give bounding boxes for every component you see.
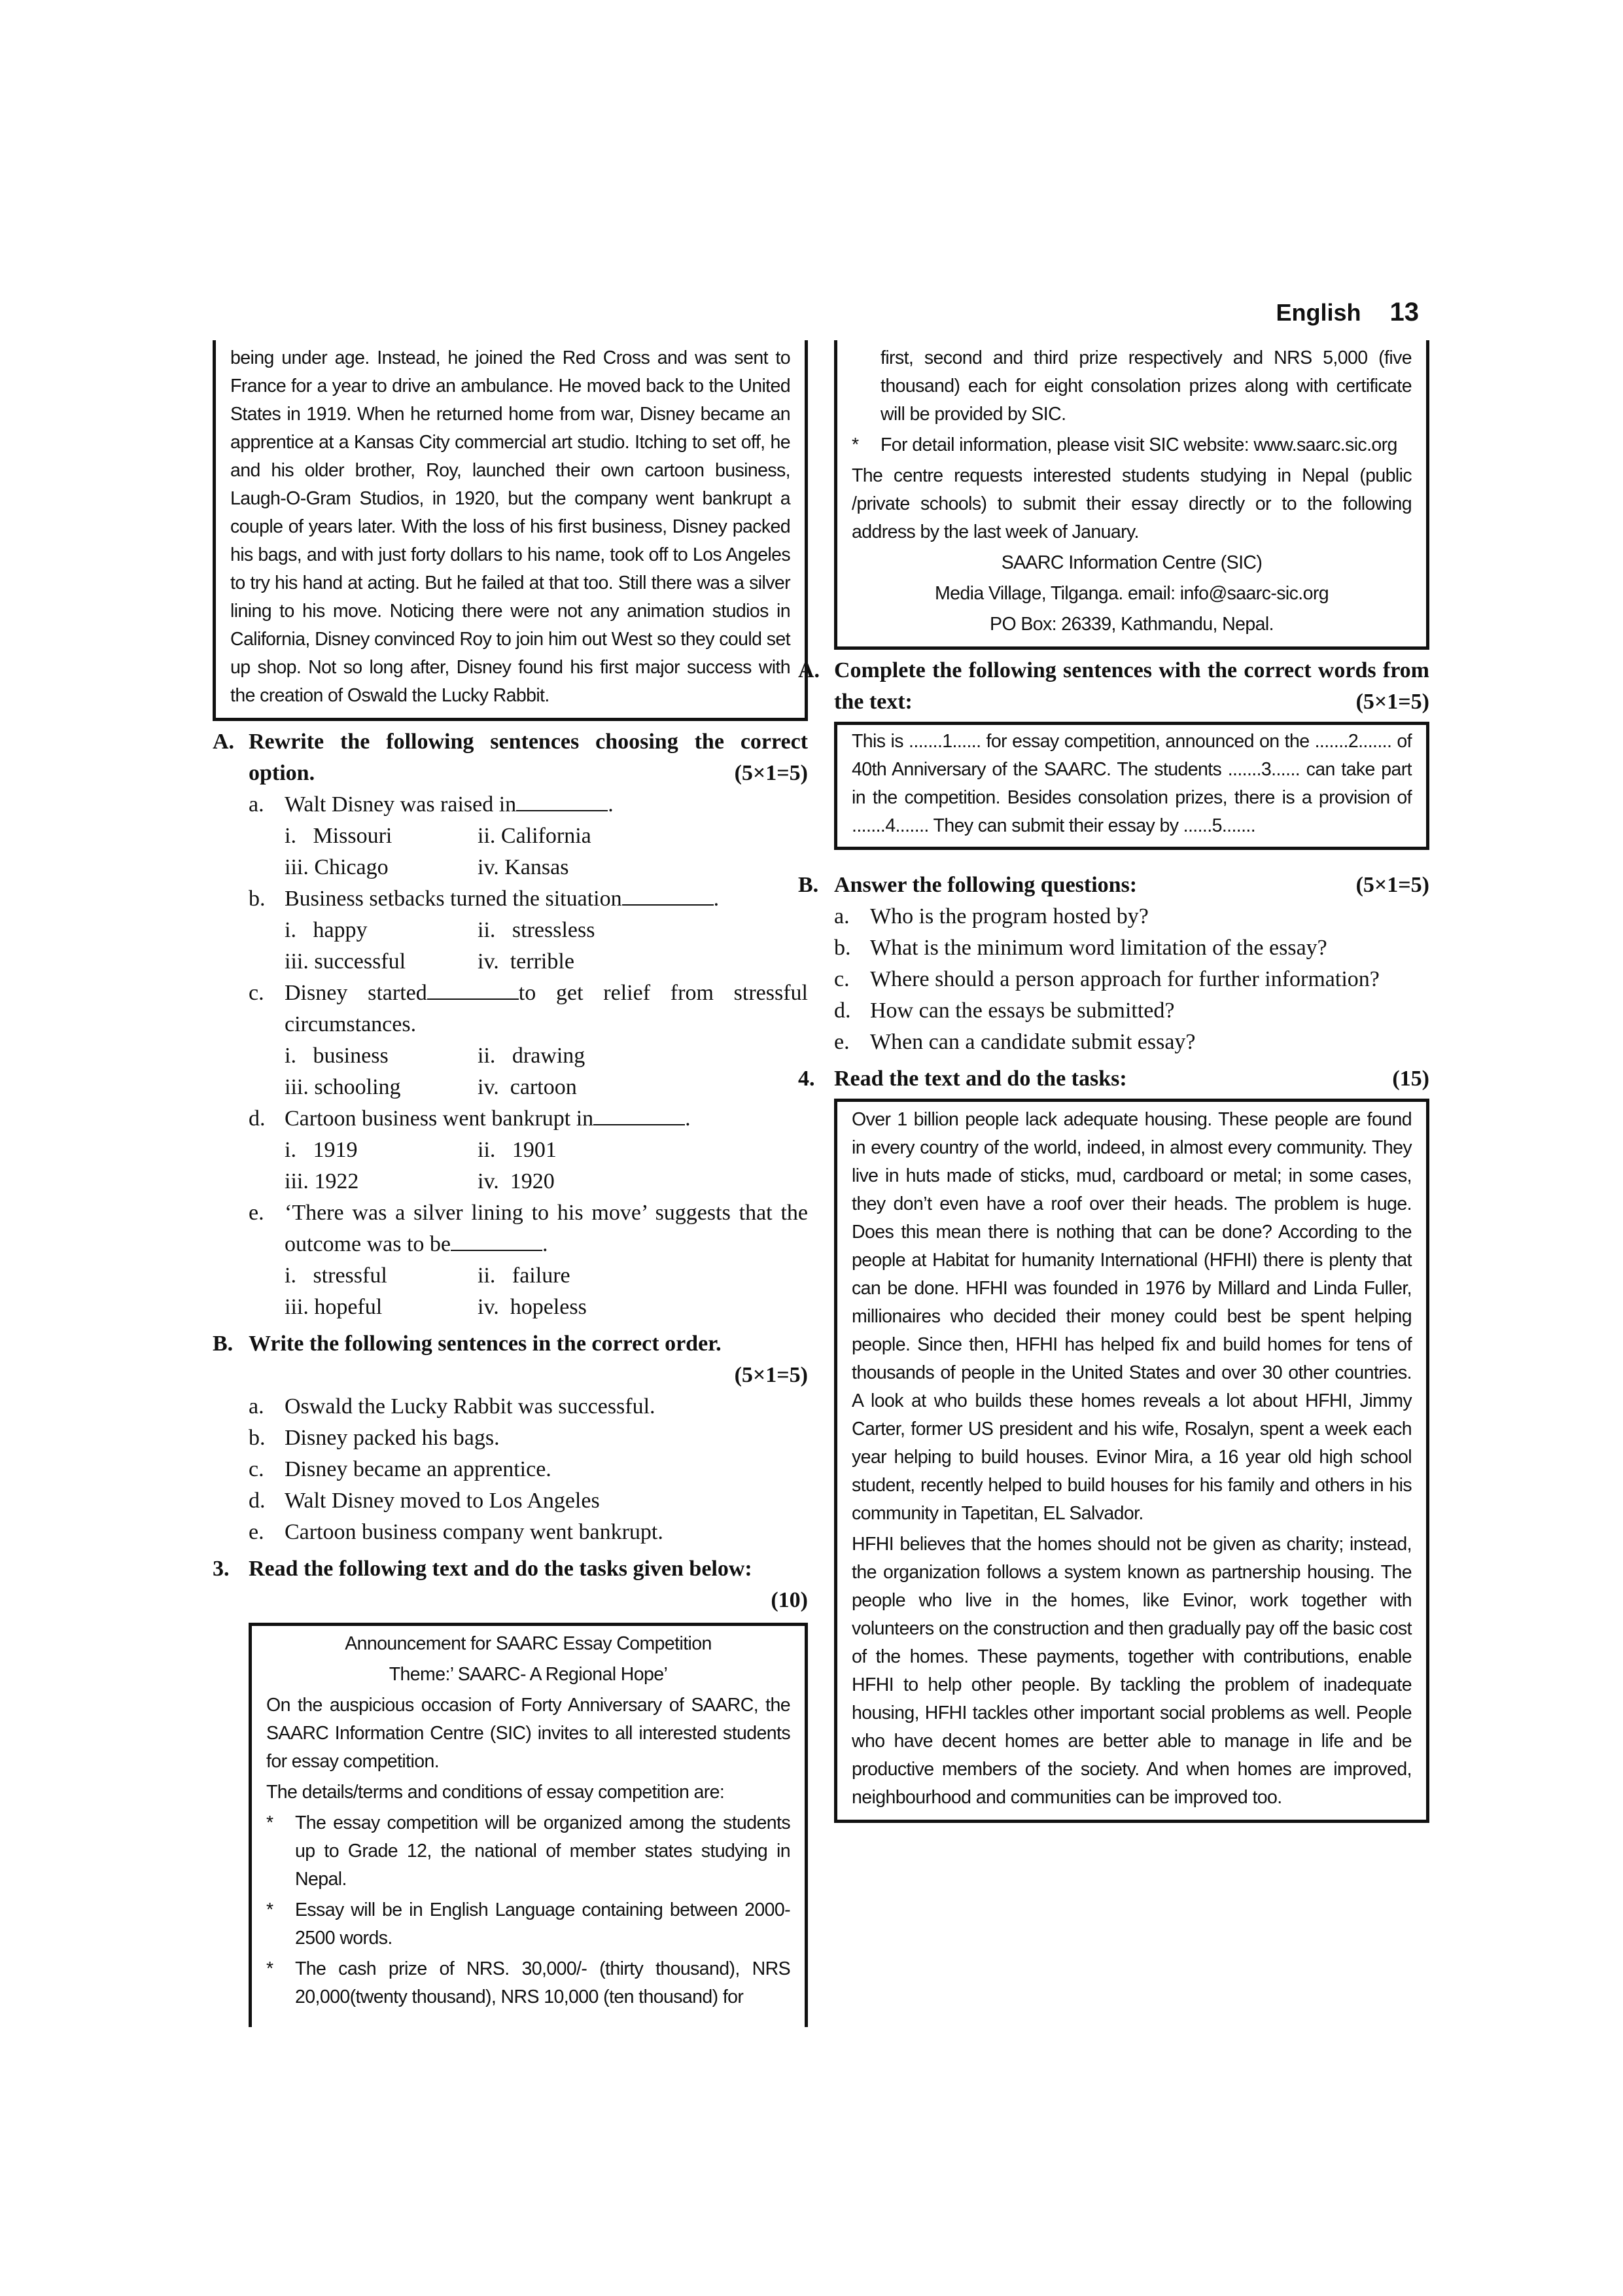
question-marks: (5×1=5) (734, 761, 808, 785)
item-label: a. (249, 792, 264, 817)
item-text (285, 883, 808, 915)
website-info: For detail information, please visit SIC website: www.saarc.sic.org (881, 434, 1397, 455)
item-label: e. (249, 1520, 264, 1544)
question-heading (213, 1553, 808, 1585)
item-text: Cartoon business company went bankrupt. (285, 1520, 663, 1544)
announcement-bullets (266, 1809, 790, 2011)
question-item (213, 1197, 808, 1260)
item-text: When can a candidate submit essay? (870, 1030, 1196, 1054)
question-title: Rewrite the following sentences choosing the correct option. (249, 730, 808, 785)
question-number: B. (213, 1332, 234, 1356)
option: i. Missouri (285, 824, 393, 848)
announcement-bullet (266, 1955, 790, 2011)
item-text-before: Business setbacks turned the situation (285, 887, 622, 911)
option: i. happy (285, 918, 368, 942)
announcement-bullet (852, 431, 1412, 459)
item-label: b. (249, 887, 266, 911)
question-3 (213, 1553, 808, 1616)
option: iii. successful (285, 949, 406, 974)
item-label: e. (834, 1030, 850, 1054)
question-number: A. (798, 658, 820, 682)
announcement-request: The centre requests interested students studying in Nepal (public /private schools) to submit their essay directly or to the following address by the last week of January. (852, 465, 1412, 542)
disney-passage-box (213, 340, 808, 721)
item-text: How can the essays be submitted? (870, 998, 1175, 1023)
question-title: Write the following sentences in the correct order. (249, 1332, 722, 1356)
item-text-before: Cartoon business went bankrupt in (285, 1106, 594, 1131)
option: iv. 1920 (478, 1169, 555, 1193)
question-title: Read the following text and do the tasks given below: (249, 1557, 752, 1581)
question-4 (798, 1063, 1429, 1095)
question-b-order (213, 1328, 808, 1548)
item-text: What is the minimum word limitation of the essay? (870, 936, 1327, 960)
option: i. business (285, 1044, 389, 1068)
bullet-text: The cash prize of NRS. 30,000/- (thirty thousand), NRS 20,000(twenty thousand), NRS 10,000 (ten thousand) for (295, 1958, 790, 2007)
bullet-star-icon: * (266, 1958, 273, 1979)
announcement-theme: Theme:’ SAARC- A Regional Hope’ (389, 1664, 668, 1685)
item-label: c. (249, 1457, 264, 1481)
address-line: SAARC Information Centre (SIC) (1001, 552, 1263, 573)
question-title: Answer the following questions: (834, 873, 1138, 897)
question-item (213, 789, 808, 821)
page-number: 13 (1389, 298, 1419, 327)
order-item (213, 1517, 808, 1548)
question-heading (798, 1063, 1429, 1095)
item-text-before: ‘There was a silver lining to his move’ suggests that the outcome was to be (285, 1201, 808, 1256)
announcement-bullet: first, second and third prize respectively and NRS 5,000 (five thousand) each for eight consolation prizes along with certificate will be provided by SIC. (881, 347, 1412, 425)
item-label: a. (249, 1394, 264, 1419)
option: iii. hopeful (285, 1295, 383, 1319)
habitat-passage-box (834, 1099, 1429, 1823)
answer-blank[interactable] (516, 790, 608, 811)
announcement-bullet (266, 1896, 790, 1952)
question-heading (798, 870, 1429, 901)
question-a-complete (798, 655, 1429, 718)
option: i. 1919 (285, 1138, 358, 1162)
question-b-items (213, 1391, 808, 1548)
option: iv. Kansas (478, 855, 569, 879)
question-marks: (5×1=5) (734, 1363, 808, 1387)
announcement-box (249, 1623, 808, 2027)
bullet-text: The essay competition will be organized among the students up to Grade 12, the national of member states studying in Nepal. (295, 1812, 790, 1890)
answer-blank[interactable] (593, 1104, 685, 1125)
answer-blank[interactable] (451, 1230, 542, 1251)
question-b-answer-items (798, 901, 1429, 1058)
item-label: c. (834, 967, 850, 991)
left-column (213, 340, 808, 2027)
item-text (285, 789, 808, 821)
item-text: Who is the program hosted by? (870, 904, 1149, 928)
item-text: Where should a person approach for further information? (870, 967, 1380, 991)
option-grid (213, 1135, 808, 1197)
announcement-title: Announcement for SAARC Essay Competition (345, 1633, 712, 1654)
option-grid (213, 915, 808, 978)
order-item (213, 1454, 808, 1485)
item-text-after: . (713, 887, 720, 911)
order-item (213, 1485, 808, 1517)
announcement-box-continued (834, 340, 1429, 650)
item-label: d. (834, 998, 851, 1023)
item-text-after: . (608, 792, 614, 817)
right-column (798, 340, 1429, 1823)
question-marks: (10) (771, 1588, 808, 1612)
answer-blank[interactable] (427, 979, 519, 1000)
question-item (798, 932, 1429, 964)
question-item (213, 883, 808, 915)
question-item (798, 1027, 1429, 1058)
item-label: c. (249, 981, 264, 1005)
option: iii. 1922 (285, 1169, 359, 1193)
question-number: A. (213, 730, 235, 754)
item-text (285, 1103, 808, 1135)
order-item (213, 1391, 808, 1422)
habitat-paragraph: HFHI believes that the homes should not be given as charity; instead, the organization follows a system known as partnership housing. The people who live in the homes, like Evinor, work together with volunteers on the construction and then gradually pay off the basic cost of the homes. These payments, together with contributions, enable HFHI to help other people. By tackling the problem of inadequate housing, HFHI tackles other important social problems as well. People who have decent homes are better able to manage in life and be productive members of the society. And when homes are improved, neighbourhood and communities can be improved too. (852, 1534, 1412, 1808)
question-number: 3. (213, 1557, 230, 1581)
cloze-box (834, 722, 1429, 850)
bullet-star-icon: * (266, 1899, 273, 1920)
option: iv. hopeless (478, 1295, 587, 1319)
announcement-terms-heading: The details/terms and conditions of essay competition are: (266, 1782, 725, 1803)
question-item (213, 1103, 808, 1135)
question-heading (798, 655, 1429, 718)
option-grid (213, 821, 808, 883)
option: ii. California (478, 824, 591, 848)
item-label: b. (249, 1426, 266, 1450)
option: i. stressful (285, 1263, 387, 1288)
question-number: B. (798, 873, 819, 897)
item-label: b. (834, 936, 851, 960)
item-text: Oswald the Lucky Rabbit was successful. (285, 1394, 655, 1419)
item-text-after: . (685, 1106, 691, 1131)
bullet-star-icon: * (266, 1812, 273, 1833)
item-text (285, 1197, 808, 1260)
item-text-before: Disney started (285, 981, 427, 1005)
option-grid (213, 1040, 808, 1103)
option: ii. stressless (478, 918, 595, 942)
option: iii. Chicago (285, 855, 389, 879)
option: iii. schooling (285, 1075, 401, 1099)
bullet-star-icon: * (852, 434, 859, 455)
option-grid (213, 1260, 808, 1323)
item-text: Disney packed his bags. (285, 1426, 500, 1450)
disney-passage-text: being under age. Instead, he joined the Red Cross and was sent to France for a year to drive an ambulance. He moved back to the United States in 1919. When he returned home from war, Disney became an apprentice at a Kansas City commercial art studio. Itching to set off, he and his older brother, Roy, launched their own cartoon business, Laugh-O-Gram Studios, in 1920, but the company went bankrupt a couple of years later. With the loss of his first business, Disney packed his bags, and with just forty dollars to his name, took off to Los Angeles to try his hand at acting. But he failed at that too. Still there was a silver lining to his move. Noticing there were not any animation studios in California, Disney convinced Roy to join him out West so they could set up shop. Not so long after, Disney found his first major success with the creation of Oswald the Lucky Rabbit. (230, 347, 790, 706)
item-label: e. (249, 1201, 264, 1225)
option: ii. 1901 (478, 1138, 557, 1162)
question-marks: (5×1=5) (1355, 873, 1429, 897)
question-title: Read the text and do the tasks: (834, 1067, 1127, 1091)
question-heading (213, 1328, 808, 1360)
habitat-paragraph: Over 1 billion people lack adequate housing. These people are found in every country of the world, indeed, in almost every community. They live in huts made of sticks, mud, cardboard or metal; in some cases, they don’t even have a roof over their heads. The problem is huge. Does this mean there is nothing that can be done? According to the people at Habitat for humanity International (HFHI) there is plenty that can be done. HFHI was founded in 1976 by Millard and Linda Fuller, millionaires who decided their money could best be spent helping people. Since then, HFHI has helped fix and build homes for tens of thousands of people in the United States and over 30 other countries. A look at who builds these homes reveals a lot about HFHI, Jimmy Carter, former US president and his wife, Rosalyn, spent a week each year helping to build houses. Evinor Mira, a 16 year old high school student, recently helped to build houses for his family and others in his community in Tapetitan, EL Salvador. (852, 1109, 1412, 1524)
option: ii. drawing (478, 1044, 585, 1068)
question-a-choose-option (213, 726, 808, 1323)
option: iv. cartoon (478, 1075, 577, 1099)
question-b-answer (798, 870, 1429, 1058)
question-item (798, 964, 1429, 995)
question-item (798, 995, 1429, 1027)
cloze-text: This is .......1...... for essay competition, announced on the .......2....... of 40th Anniversary of the SAARC. The students .......3...... can take part in the competition. Besides consolation prizes, there is a provision of .......4....... They can submit their essay by ......5....... (852, 731, 1412, 836)
bullet-text: Essay will be in English Language containing between 2000-2500 words. (295, 1899, 790, 1949)
item-text: Disney became an apprentice. (285, 1457, 551, 1481)
page-header (1276, 298, 1419, 327)
order-item (213, 1422, 808, 1454)
question-marks: (15) (1392, 1067, 1429, 1091)
item-text: Walt Disney moved to Los Angeles (285, 1489, 600, 1513)
question-item (213, 978, 808, 1040)
question-marks: (5×1=5) (1355, 690, 1429, 714)
option: iv. terrible (478, 949, 574, 974)
item-label: d. (249, 1106, 266, 1131)
item-label: a. (834, 904, 850, 928)
item-label: d. (249, 1489, 266, 1513)
address-line: Media Village, Tilganga. email: info@saarc-sic.org (935, 583, 1329, 604)
item-text-after: to get relief from stressful circumstances. (285, 981, 809, 1036)
item-text-before: Walt Disney was raised in (285, 792, 517, 817)
question-title: Complete the following sentences with the correct words from the text: (834, 658, 1429, 714)
announcement-bullet (266, 1809, 790, 1894)
announcement-intro: On the auspicious occasion of Forty Anniversary of SAARC, the SAARC Information Centre (SIC) invites to all interested students for essay competition. (266, 1695, 790, 1772)
question-heading (213, 726, 808, 789)
option: ii. failure (478, 1263, 570, 1288)
item-text (285, 978, 808, 1040)
item-text-after: . (542, 1232, 548, 1256)
address-line: PO Box: 26339, Kathmandu, Nepal. (990, 614, 1274, 635)
question-a-items (213, 789, 808, 1323)
question-number: 4. (798, 1067, 815, 1091)
question-item (798, 901, 1429, 932)
answer-blank[interactable] (622, 885, 714, 906)
subject-title: English (1276, 299, 1361, 326)
